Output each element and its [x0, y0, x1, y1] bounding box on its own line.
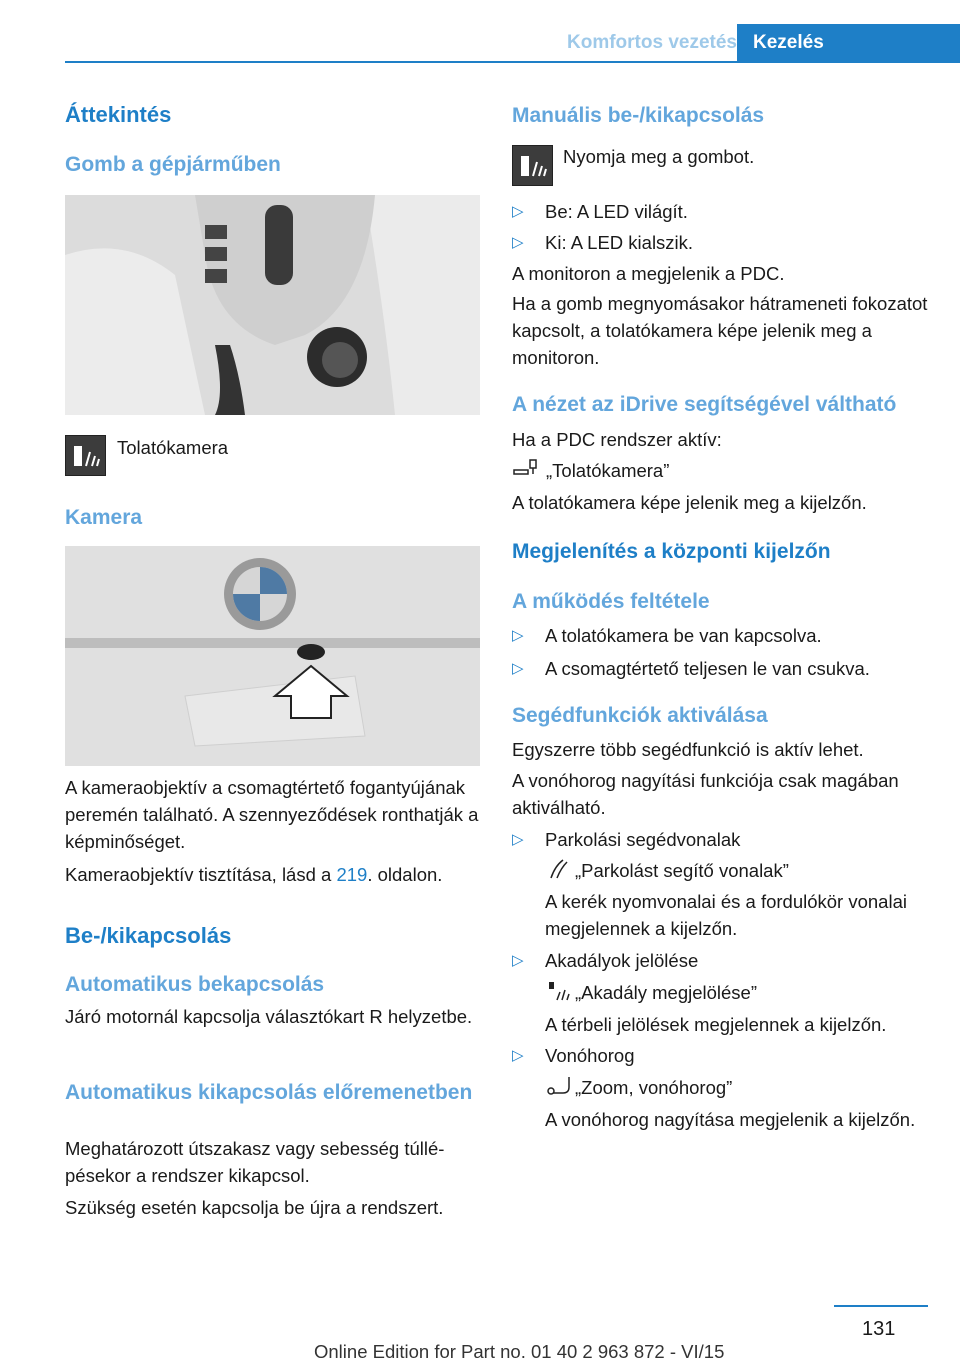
camera-description: A kameraobjektív a csomagtértető fogantyújának peremén található. A szennyeződések ronthatják a képminőséget.	[65, 777, 479, 852]
camera-menu-item: „Tolatókamera”	[546, 460, 670, 481]
header-rule	[65, 61, 960, 63]
rear-camera-button-icon	[512, 145, 553, 186]
item1-desc: A kerék nyomvonalai és a fordulókör vonalai megjelennek a kijelzőn.	[545, 891, 907, 939]
triangle-bullet-icon: ▷	[512, 627, 524, 644]
item1-menu: „Parkolást segítő vonalak”	[575, 860, 789, 881]
triangle-bullet-icon: ▷	[512, 952, 524, 969]
reverse-gear-text: Ha a gomb megnyomásakor hátrameneti fokozatot kapcsolt, a tolatókamera képe jelenik meg a monitoron.	[512, 293, 928, 368]
button-caption: Tolatókamera	[117, 437, 229, 458]
triangle-bullet-icon: ▷	[512, 203, 524, 220]
heading-display: Megjelenítés a központi kijelzőn	[512, 540, 831, 563]
heading-auto-off: Automatikus kikapcsolás előremenetben	[65, 1081, 473, 1104]
footer-rule	[834, 1305, 928, 1307]
auto-off-text-2: Szükség esetén kapcsolja be újra a rendszert.	[65, 1197, 444, 1218]
obstacle-marking-icon	[545, 980, 573, 1002]
heading-manual: Manuális be-/kikapcsolás	[512, 104, 765, 127]
triangle-bullet-icon: ▷	[512, 660, 524, 677]
clean-lens-ref: Kameraobjektív tisztítása, lásd a 219. oldalon.	[65, 864, 443, 885]
zoom-text: A vonóhorog nagyítási funkciója csak magában aktiválható.	[512, 770, 899, 818]
pdc-shown-text: A monitoron a megjelenik a PDC.	[512, 263, 785, 284]
header-tab-kezeles[interactable]: Kezelés	[737, 24, 960, 62]
camera-photo	[65, 546, 480, 766]
item2-menu: „Akadály megjelölése”	[575, 982, 758, 1003]
auto-off-text: Meghatározott útszakasz vagy sebesség túllépésekor a rendszer kikapcsol.	[65, 1138, 445, 1186]
heading-overview: Áttekintés	[65, 102, 172, 127]
page-number: 131	[862, 1318, 896, 1340]
item2-desc: A térbeli jelölések megjelennek a kijelzőn.	[545, 1014, 887, 1035]
console-photo	[65, 195, 480, 415]
triangle-bullet-icon: ▷	[512, 234, 524, 251]
heading-conditions: A működés feltétele	[512, 590, 710, 613]
heading-assist: Segédfunkciók aktiválása	[512, 704, 768, 727]
heading-camera: Kamera	[65, 506, 143, 529]
item3-desc: A vonóhorog nagyítása megjelenik a kijelzőn.	[545, 1109, 916, 1130]
heading-auto-on: Automatikus bekapcsolás	[65, 973, 325, 996]
rear-camera-button-icon	[65, 435, 106, 476]
page-link-219[interactable]: 219	[336, 864, 368, 885]
item3-menu: „Zoom, vonóhorog”	[575, 1077, 733, 1098]
auto-on-text: Járó motornál kapcsolja választókart R helyzetbe.	[65, 1006, 473, 1027]
tow-hook-icon	[545, 1075, 573, 1097]
triangle-bullet-icon: ▷	[512, 831, 524, 848]
triangle-bullet-icon: ▷	[512, 1047, 524, 1064]
assist-text: Egyszerre több segédfunkció is aktív lehet.	[512, 739, 864, 760]
heading-idrive: A nézet az iDrive segítségével váltható	[512, 393, 897, 416]
header-section: Komfortos vezetés	[567, 32, 737, 53]
camera-image-text: A tolatókamera képe jelenik meg a kijelzőn.	[512, 492, 867, 513]
heading-on-off: Be-/kikapcsolás	[65, 923, 232, 948]
edition-text: Online Edition for Part no. 01 40 2 963 872 - VI/15	[314, 1341, 725, 1362]
pdc-active-text: Ha a PDC rendszer aktív:	[512, 429, 722, 450]
heading-button-in-car: Gomb a gépjárműben	[65, 153, 281, 176]
press-button-text: Nyomja meg a gombot.	[563, 146, 755, 167]
rear-camera-menu-icon	[512, 458, 540, 480]
parking-lines-icon	[545, 858, 573, 880]
